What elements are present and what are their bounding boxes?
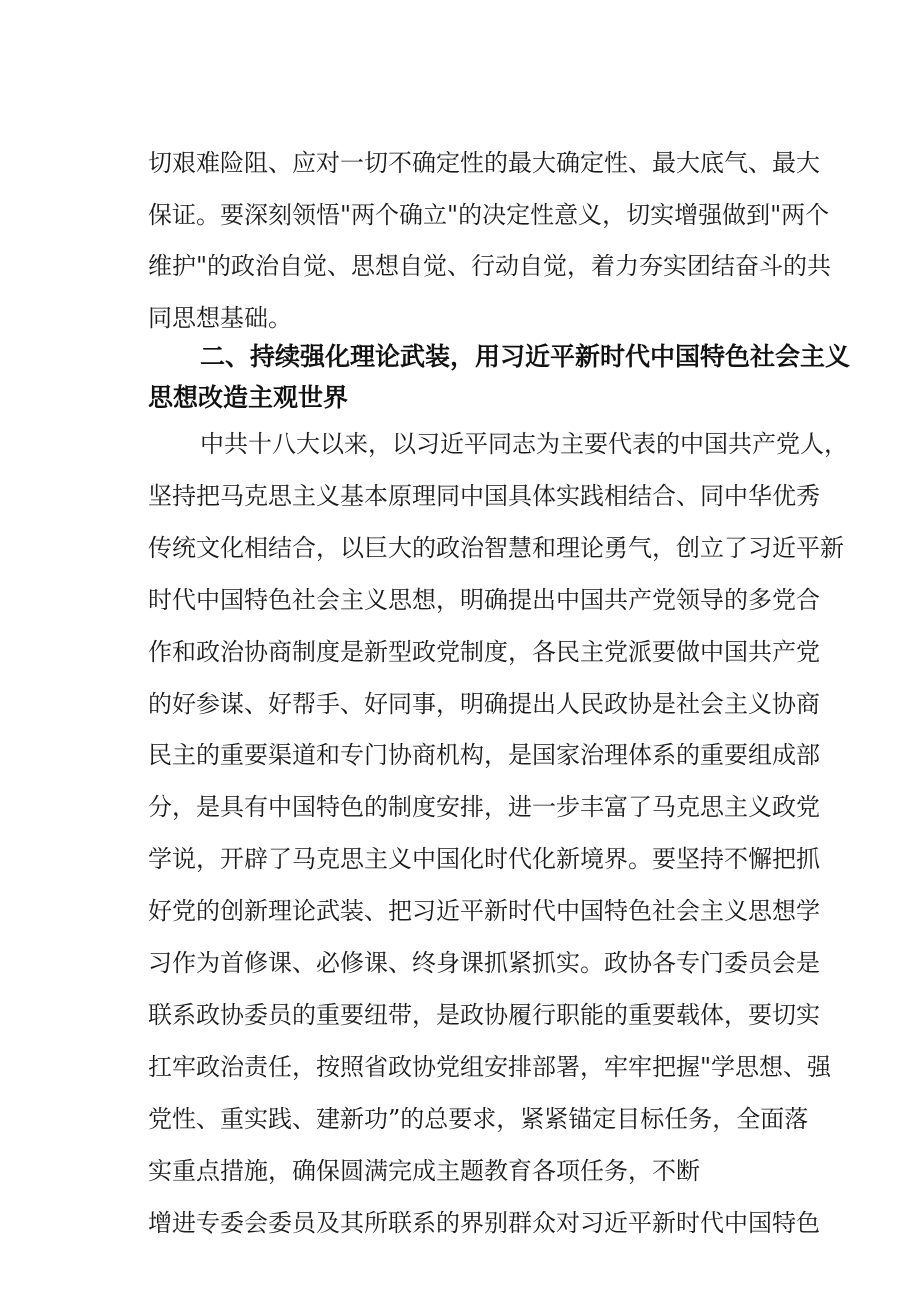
text-line: 学说，开辟了马克思主义中国化时代化新境界。要坚持不懈把抓: [148, 845, 820, 873]
text-line: 的好参谋、好帮手、好同事，明确提出人民政协是社会主义协商: [148, 690, 820, 718]
text-line: 传统文化相结合，以巨大的政治智慧和理论勇气，创立了习近平新: [148, 534, 844, 562]
text-line: 实重点措施，确保圆满完成主题教育各项任务，不断: [148, 1157, 700, 1185]
text-line: 坚持把马克思主义基本原理同中国具体实践相结合、同中华优秀: [148, 482, 820, 510]
text-line: 扛牢政治责任，按照省政协党组安排部署，牢牢把握"学思想、强: [148, 1053, 832, 1081]
text-line: 增进专委会委员及其所联系的界别群众对习近平新时代中国特色: [148, 1209, 820, 1237]
heading-line: 二、持续强化理论武装，用习近平新时代中国特色社会主义: [200, 342, 851, 371]
text-line: 保证。要深刻领悟"两个确立"的决定性意义，切实增强做到"两个: [148, 201, 830, 229]
text-line: 习作为首修课、必修课、终身课抓紧抓实。政协各专门委员会是: [148, 949, 820, 977]
text-line: 联系政协委员的重要纽带，是政协履行职能的重要载体，要切实: [148, 1001, 820, 1029]
text-line: 时代中国特色社会主义思想，明确提出中国共产党领导的多党合: [148, 586, 820, 614]
text-line: 党性、重实践、建新功”的总要求，紧紧锚定目标任务，全面落: [148, 1105, 809, 1133]
text-line: 好党的创新理论武装、把习近平新时代中国特色社会主义思想学: [148, 897, 820, 925]
text-line: 切艰难险阻、应对一切不确定性的最大确定性、最大底气、最大: [148, 149, 820, 177]
text-line: 同思想基础。: [148, 304, 292, 332]
text-line: 分，是具有中国特色的制度安排，进一步丰富了马克思主义政党: [148, 793, 820, 821]
text-line: 维护"的政治自觉、思想自觉、行动自觉，着力夯实团结奋斗的共: [148, 252, 832, 280]
text-line: 民主的重要渠道和专门协商机构，是国家治理体系的重要组成部: [148, 741, 820, 769]
text-line: 中共十八大以来，以习近平同志为主要代表的中国共产党人，: [200, 430, 848, 458]
text-line: 作和政治协商制度是新型政党制度，各民主党派要做中国共产党: [148, 638, 820, 666]
heading-line: 思想改造主观世界: [148, 383, 349, 412]
